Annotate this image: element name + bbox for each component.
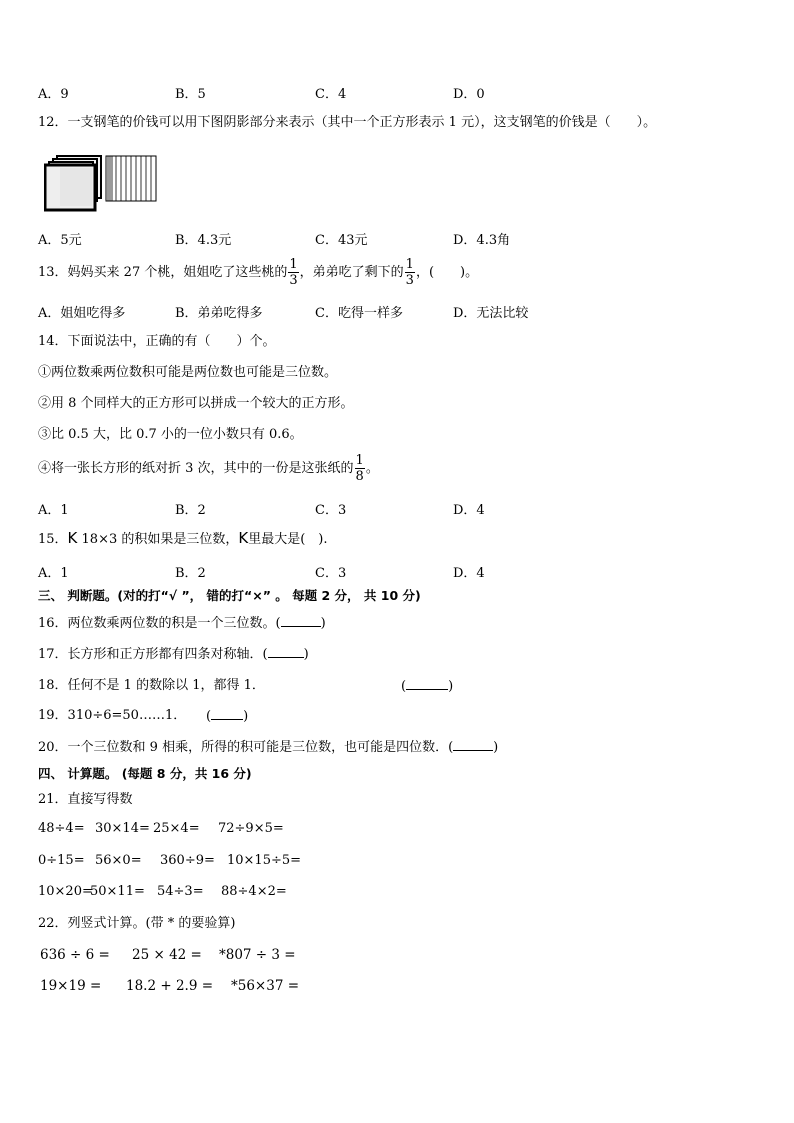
calc-item: 72÷9×5= xyxy=(218,821,284,836)
fraction-denominator: 8 xyxy=(355,469,364,484)
q13-question xyxy=(38,256,478,290)
q17-close: ) xyxy=(303,647,309,662)
q14-option-d: D．4 xyxy=(453,503,485,518)
fraction-numerator: 1 xyxy=(355,453,364,468)
q11-option-d: D．0 xyxy=(453,87,485,102)
q15-mid: 18×3 的积如果是三位数， xyxy=(81,532,239,547)
calc-item: 18.2 + 2.9 = xyxy=(126,978,214,994)
calc-item: *807 ÷ 3 = xyxy=(219,947,296,963)
q12-option-d: D．4.3角 xyxy=(453,233,511,248)
calc-item: 10×15÷5= xyxy=(227,853,302,868)
q14-s4-text: ④将一张长方形的纸对折 3 次，其中的一份是这张纸的 xyxy=(38,461,354,476)
q13-option-c: C．吃得一样多 xyxy=(315,306,403,321)
fraction-denominator: 3 xyxy=(289,273,298,288)
q19-answer xyxy=(206,707,248,726)
q11-option-b: B．5 xyxy=(175,87,206,102)
q16-statement xyxy=(38,614,326,633)
q14-option-b: B．2 xyxy=(175,503,206,518)
q13-option-d: D．无法比较 xyxy=(453,306,529,321)
q20-close: ) xyxy=(493,740,499,755)
calc-item: 88÷4×2= xyxy=(221,884,287,899)
calc-item: 54÷3= xyxy=(157,884,204,899)
q18-open: ( xyxy=(401,679,407,694)
q14-statement-1: ①两位数乘两位数积可能是两位数也可能是三位数。 xyxy=(38,365,338,380)
q15-option-d: D．4 xyxy=(453,566,485,581)
q13-text-a: 13．妈妈买来 27 个桃，姐姐吃了这些桃的 xyxy=(38,265,288,280)
calc-item: 25×4= xyxy=(153,821,200,836)
q21-title: 21．直接写得数 xyxy=(38,792,133,807)
calc-item: 636 ÷ 6 = xyxy=(40,947,110,963)
q13-fraction-1 xyxy=(288,257,298,288)
q17-statement xyxy=(38,645,309,664)
q15-post: 里最大是( ). xyxy=(248,532,328,547)
q20-statement xyxy=(38,738,498,757)
q11-option-a: A．9 xyxy=(38,87,69,102)
q17-text: 17．长方形和正方形都有四条对称轴．( xyxy=(38,647,268,662)
section-3-heading: 三、 判断题。(对的打“√ ”， 错的打“×” 。 每题 2 分， 共 10 分) xyxy=(38,588,421,603)
q12-option-a: A．5元 xyxy=(38,233,82,248)
section-4-heading: 四、 计算题。 (每题 8 分，共 16 分) xyxy=(38,766,252,781)
q15-pre: 15． xyxy=(38,532,68,547)
squares-figure xyxy=(44,154,164,212)
q19-statement: 19．310÷6=50……1． xyxy=(38,708,187,723)
calc-item: *56×37 = xyxy=(231,978,300,994)
q15-question xyxy=(38,529,328,549)
q13-option-b: B．弟弟吃得多 xyxy=(175,306,263,321)
answer-blank[interactable] xyxy=(268,645,304,658)
calc-item: 30×14= xyxy=(95,821,150,836)
q11-option-c: C．4 xyxy=(315,87,347,102)
q14-question: 14．下面说法中，正确的有（ ）个。 xyxy=(38,334,276,349)
q20-text: 20．一个三位数和 9 相乘，所得的积可能是三位数，也可能是四位数．( xyxy=(38,740,454,755)
q13-fraction-2 xyxy=(405,257,415,288)
answer-blank[interactable] xyxy=(406,677,448,690)
q12-question: 12．一支钢笔的价钱可以用下图阴影部分来表示（其中一个正方形表示 1 元），这支钢笔的价钱是（ ）。 xyxy=(38,115,657,130)
calc-item: 25 × 42 = xyxy=(132,947,202,963)
q15-option-a: A．1 xyxy=(38,566,69,581)
q18-answer xyxy=(401,677,453,696)
q16-text: 16．两位数乘两位数的积是一个三位数。( xyxy=(38,616,281,631)
calc-item: 50×11= xyxy=(90,884,145,899)
q13-text-c: ，( )。 xyxy=(415,265,479,280)
q15-option-c: C．3 xyxy=(315,566,347,581)
calc-item: 48÷4= xyxy=(38,821,85,836)
q18-close: ) xyxy=(448,679,454,694)
q16-close: ) xyxy=(320,616,326,631)
fraction-numerator: 1 xyxy=(289,257,298,272)
q15-option-b: B．2 xyxy=(175,566,206,581)
q14-option-c: C．3 xyxy=(315,503,347,518)
calc-item: 0÷15= xyxy=(38,853,85,868)
answer-blank[interactable] xyxy=(453,738,493,751)
q12-option-c: C．43元 xyxy=(315,233,368,248)
q14-statement-2: ②用 8 个同样大的正方形可以拼成一个较大的正方形。 xyxy=(38,396,354,411)
q13-option-a: A．姐姐吃得多 xyxy=(38,306,126,321)
q14-statement-3: ③比 0.5 大，比 0.7 小的一位小数只有 0.6。 xyxy=(38,427,303,442)
q22-title: 22．列竖式计算。(带 * 的要验算) xyxy=(38,916,236,931)
q13-text-b: ，弟弟吃了剩下的 xyxy=(299,265,404,280)
q18-statement: 18．任何不是 1 的数除以 1，都得 1． xyxy=(38,678,265,693)
answer-blank[interactable] xyxy=(211,707,243,720)
k-symbol: K xyxy=(67,529,78,547)
calc-item: 360÷9= xyxy=(160,853,215,868)
q19-close: ) xyxy=(243,709,249,724)
q12-option-b: B．4.3元 xyxy=(175,233,232,248)
q14-statement-4 xyxy=(38,452,379,486)
calc-item: 19×19 = xyxy=(40,978,102,994)
calc-item: 10×20= xyxy=(38,884,93,899)
fraction-numerator: 1 xyxy=(405,257,414,272)
fraction-denominator: 3 xyxy=(405,273,414,288)
q14-option-a: A．1 xyxy=(38,503,69,518)
q19-open: ( xyxy=(206,709,212,724)
k-symbol: K xyxy=(238,529,249,547)
q14-s4-end: 。 xyxy=(365,461,379,476)
answer-blank[interactable] xyxy=(281,614,321,627)
calc-item: 56×0= xyxy=(95,853,142,868)
q14-fraction xyxy=(355,453,365,484)
